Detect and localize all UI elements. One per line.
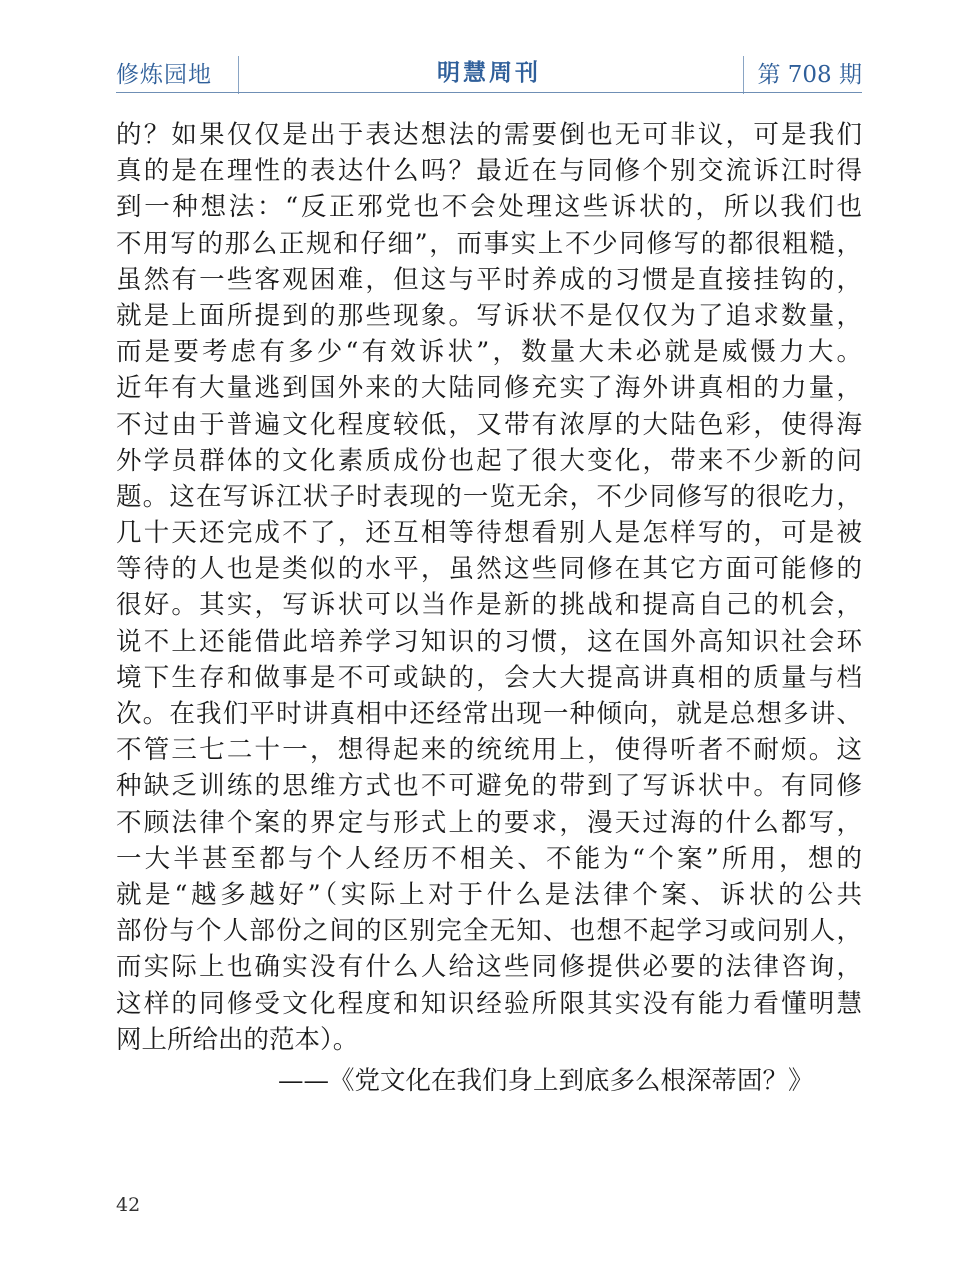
article-body (116, 117, 862, 1058)
header-divider-right (743, 56, 744, 94)
source-attribution: ——《党文化在我们身上到底多么根深蒂固？》 (278, 1066, 814, 1096)
text-line: 真的是在理性的表达什么吗？最近在与同修个别交流诉江时得 (116, 156, 862, 187)
text-line: 题。这在写诉江状子时表现的一览无余，不少同修写的很吃力， (116, 481, 862, 512)
page-number: 42 (116, 1194, 141, 1216)
text-line: 不过由于普遍文化程度较低，又带有浓厚的大陆色彩，使得海 (116, 409, 862, 440)
text-line: 几十天还完成不了，还互相等待想看别人是怎样写的，可是被 (116, 518, 862, 549)
text-line: 等待的人也是类似的水平，虽然这些同修在其它方面可能修的 (116, 554, 862, 585)
text-line: 很好。其实，写诉状可以当作是新的挑战和提高自己的机会， (116, 590, 862, 621)
text-line: 说不上还能借此培养学习知识的习惯，这在国外高知识社会环 (116, 626, 862, 657)
text-line: 次。在我们平时讲真相中还经常出现一种倾向，就是总想多讲、 (116, 699, 862, 729)
page-header (116, 52, 862, 92)
header-rule (116, 92, 862, 93)
publication-title: 明慧周刊 (437, 59, 541, 86)
text-line: 这样的同修受文化程度和知识经验所限其实没有能力看懂明慧 (116, 988, 862, 1019)
text-line: 种缺乏训练的思维方式也不可避免的带到了写诉状中。有同修 (116, 771, 862, 802)
text-line: 不管三七二十一，想得起来的统统用上，使得听者不耐烦。这 (116, 735, 862, 766)
text-line: 部份与个人部份之间的区别完全无知、也想不起学习或问别人， (116, 916, 862, 947)
text-line: 不用写的那么正规和仔细”，而事实上不少同修写的都很粗糙， (116, 228, 862, 259)
text-line: 而是要考虑有多少“有效诉状”，数量大未必就是威慑力大。 (116, 337, 862, 368)
text-line: 而实际上也确实没有什么人给这些同修提供必要的法律咨询， (116, 952, 862, 983)
text-line: 近年有大量逃到国外来的大陆同修充实了海外讲真相的力量， (116, 373, 862, 404)
text-line: 一大半甚至都与个人经历不相关、不能为“个案”所用，想的 (116, 843, 862, 874)
text-line: 就是上面所提到的那些现象。写诉状不是仅仅为了追求数量， (116, 300, 862, 331)
text-line: 就是“越多越好”（实际上对于什么是法律个案、诉状的公共 (116, 879, 862, 910)
text-line: 外学员群体的文化素质成份也起了很大变化，带来不少新的问 (116, 445, 862, 476)
text-line: 到一种想法：“反正邪党也不会处理这些诉状的，所以我们也 (116, 192, 862, 223)
text-line: 虽然有一些客观困难，但这与平时养成的习惯是直接挂钩的， (116, 264, 862, 295)
text-line: 境下生存和做事是不可或缺的，会大大提高讲真相的质量与档 (116, 662, 862, 693)
text-line: 网上所给出的范本）。 (116, 1024, 359, 1055)
section-title: 修炼园地 (116, 62, 212, 88)
issue-number: 第 708 期 (757, 62, 862, 88)
text-line: 不顾法律个案的界定与形式上的要求，漫天过海的什么都写， (116, 807, 862, 838)
text-line: 的？如果仅仅是出于表达想法的需要倒也无可非议，可是我们 (116, 120, 862, 150)
